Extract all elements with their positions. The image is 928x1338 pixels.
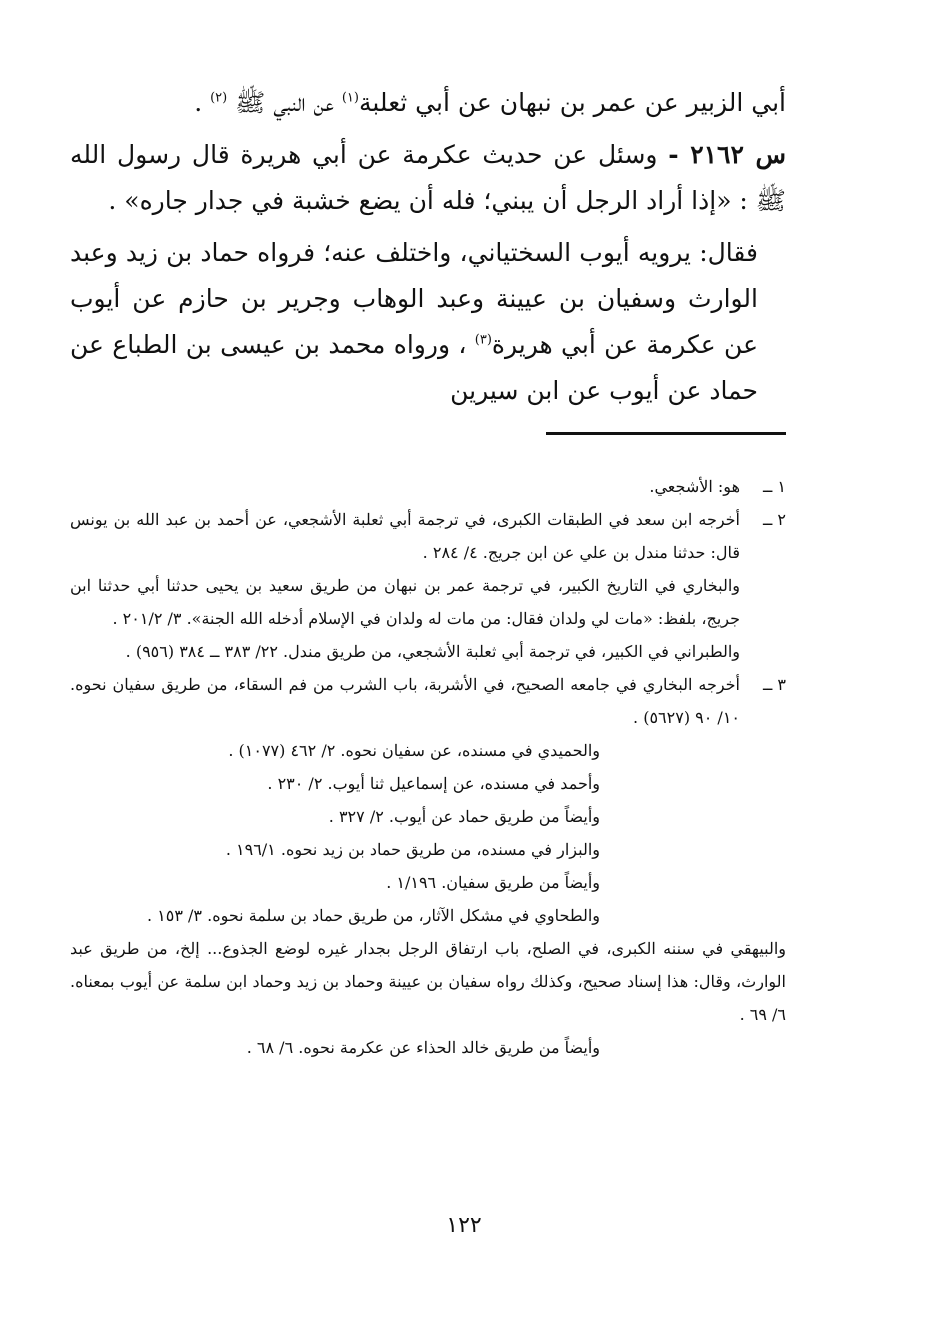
footnote-separator xyxy=(546,432,786,435)
main-text xyxy=(70,80,786,414)
footnote-line: والبزار في مسنده، من طريق حماد بن زيد نحوه. ١٩٦/١ . xyxy=(225,840,600,859)
footnote-line: أخرجه البخاري في جامعه الصحيح، في الأشربة، باب الشرب من فم السقاء، من طريق سفيان نحوه. ١٠/ ٩٠ (٥٦٢٧) . xyxy=(70,675,740,727)
page xyxy=(70,80,786,1280)
footnote-number: ٢ ــ xyxy=(762,510,786,529)
footnote-body xyxy=(70,503,740,668)
p2-text: وسئل عن حديث عكرمة عن أبي هريرة قال رسول الله ﷺ : «إذا أراد الرجل أن يبني؛ فله أن يضع خشبة في جدار جاره» . xyxy=(70,140,786,215)
p1-text-2: عن النبي ﷺ xyxy=(227,88,342,117)
page-number: ١٢٢ xyxy=(446,1213,482,1238)
footnote-line: وأحمد في مسنده، عن إسماعيل ثنا أيوب. ٢/ ٢٣٠ . xyxy=(267,774,600,793)
footnote-body xyxy=(70,470,740,503)
p1-text: أبي الزبير عن عمر بن نبهان عن أبي ثعلبة xyxy=(358,88,786,117)
footnote-line: والطحاوي في مشكل الآثار، من طريق حماد بن سلمة نحوه. ٣/ ١٥٣ . xyxy=(146,906,600,925)
p1-end: . xyxy=(194,88,211,117)
footnotes xyxy=(70,470,786,1064)
footnote-line: أخرجه ابن سعد في الطبقات الكبرى، في ترجمة أبي ثعلبة الأشجعي، عن أحمد بن عبد الله بن يونس قال: حدثنا مندل بن علي عن ابن جريج. ٤/ ٢٨٤ . xyxy=(70,510,740,562)
footnote-line: وأيضاً من طريق حماد عن أيوب. ٢/ ٣٢٧ . xyxy=(328,807,600,826)
footnote-line: والحميدي في مسنده، عن سفيان نحوه. ٢/ ٤٦٢ (١٠٧٧) . xyxy=(228,741,600,760)
footnote-ref-3: (٣) xyxy=(474,332,492,348)
footnote-1 xyxy=(70,470,786,503)
footnote-ref-2: (٢) xyxy=(210,90,228,106)
footnote-line: والطبراني في الكبير، في ترجمة أبي ثعلبة الأشجعي، من طريق مندل. ٢٢/ ٣٨٣ ــ ٣٨٤ (٩٥٦) . xyxy=(125,642,740,661)
footnote-line: وأيضاً من طريق خالد الحذاء عن عكرمة نحوه. ٦/ ٦٨ . xyxy=(246,1038,600,1057)
footnote-number: ٣ ــ xyxy=(762,675,786,694)
footnote-3 xyxy=(70,668,786,1064)
footnote-ref-1: (١) xyxy=(341,90,359,106)
p3-text-2: ، ورواه محمد بن عيسى بن الطباع عن حماد عن أيوب عن ابن سيرين xyxy=(70,330,758,405)
paragraph-2 xyxy=(70,132,786,224)
footnote-2 xyxy=(70,503,786,668)
paragraph-1 xyxy=(70,80,786,126)
footnote-line: هو: الأشجعي. xyxy=(649,477,740,496)
paragraph-3 xyxy=(70,230,786,414)
footnote-line: والبيهقي في سننه الكبرى، في الصلح، باب ارتفاق الرجل بجدار غيره لوضع الجذوع... إلخ، من طريق عبد الوارث، وقال: هذا إسناد صحيح، وكذلك رواه سفيان بن عيينة وحماد بن زيد وحماد ابن سلمة عن أيوب بمعناه. ٦/ ٦٩ . xyxy=(70,939,786,1024)
question-label: س ٢١٦٢ - xyxy=(668,140,786,169)
footnote-line: وأيضاً من طريق سفيان. ١/١٩٦ . xyxy=(386,873,600,892)
footnote-line: والبخاري في التاريخ الكبير، في ترجمة عمر بن نبهان من طريق سعيد بن يحيى حدثنا أبي حدثنا ابن جريج، بلفظ: «مات لي ولدان فقال: من مات له ولدان في الإسلام أدخله الله الجنة». ٣/ ٢٠١/٢ . xyxy=(70,576,740,628)
p3-text: فقال: يرويه أيوب السختياني، واختلف عنه؛ فرواه حماد بن زيد وعبد الوارث وسفيان بن عيينة وعبد الوهاب وجرير بن حازم عن أيوب عن عكرمة عن أبي هريرة xyxy=(70,238,758,359)
footnote-number: ١ ــ xyxy=(762,477,786,496)
